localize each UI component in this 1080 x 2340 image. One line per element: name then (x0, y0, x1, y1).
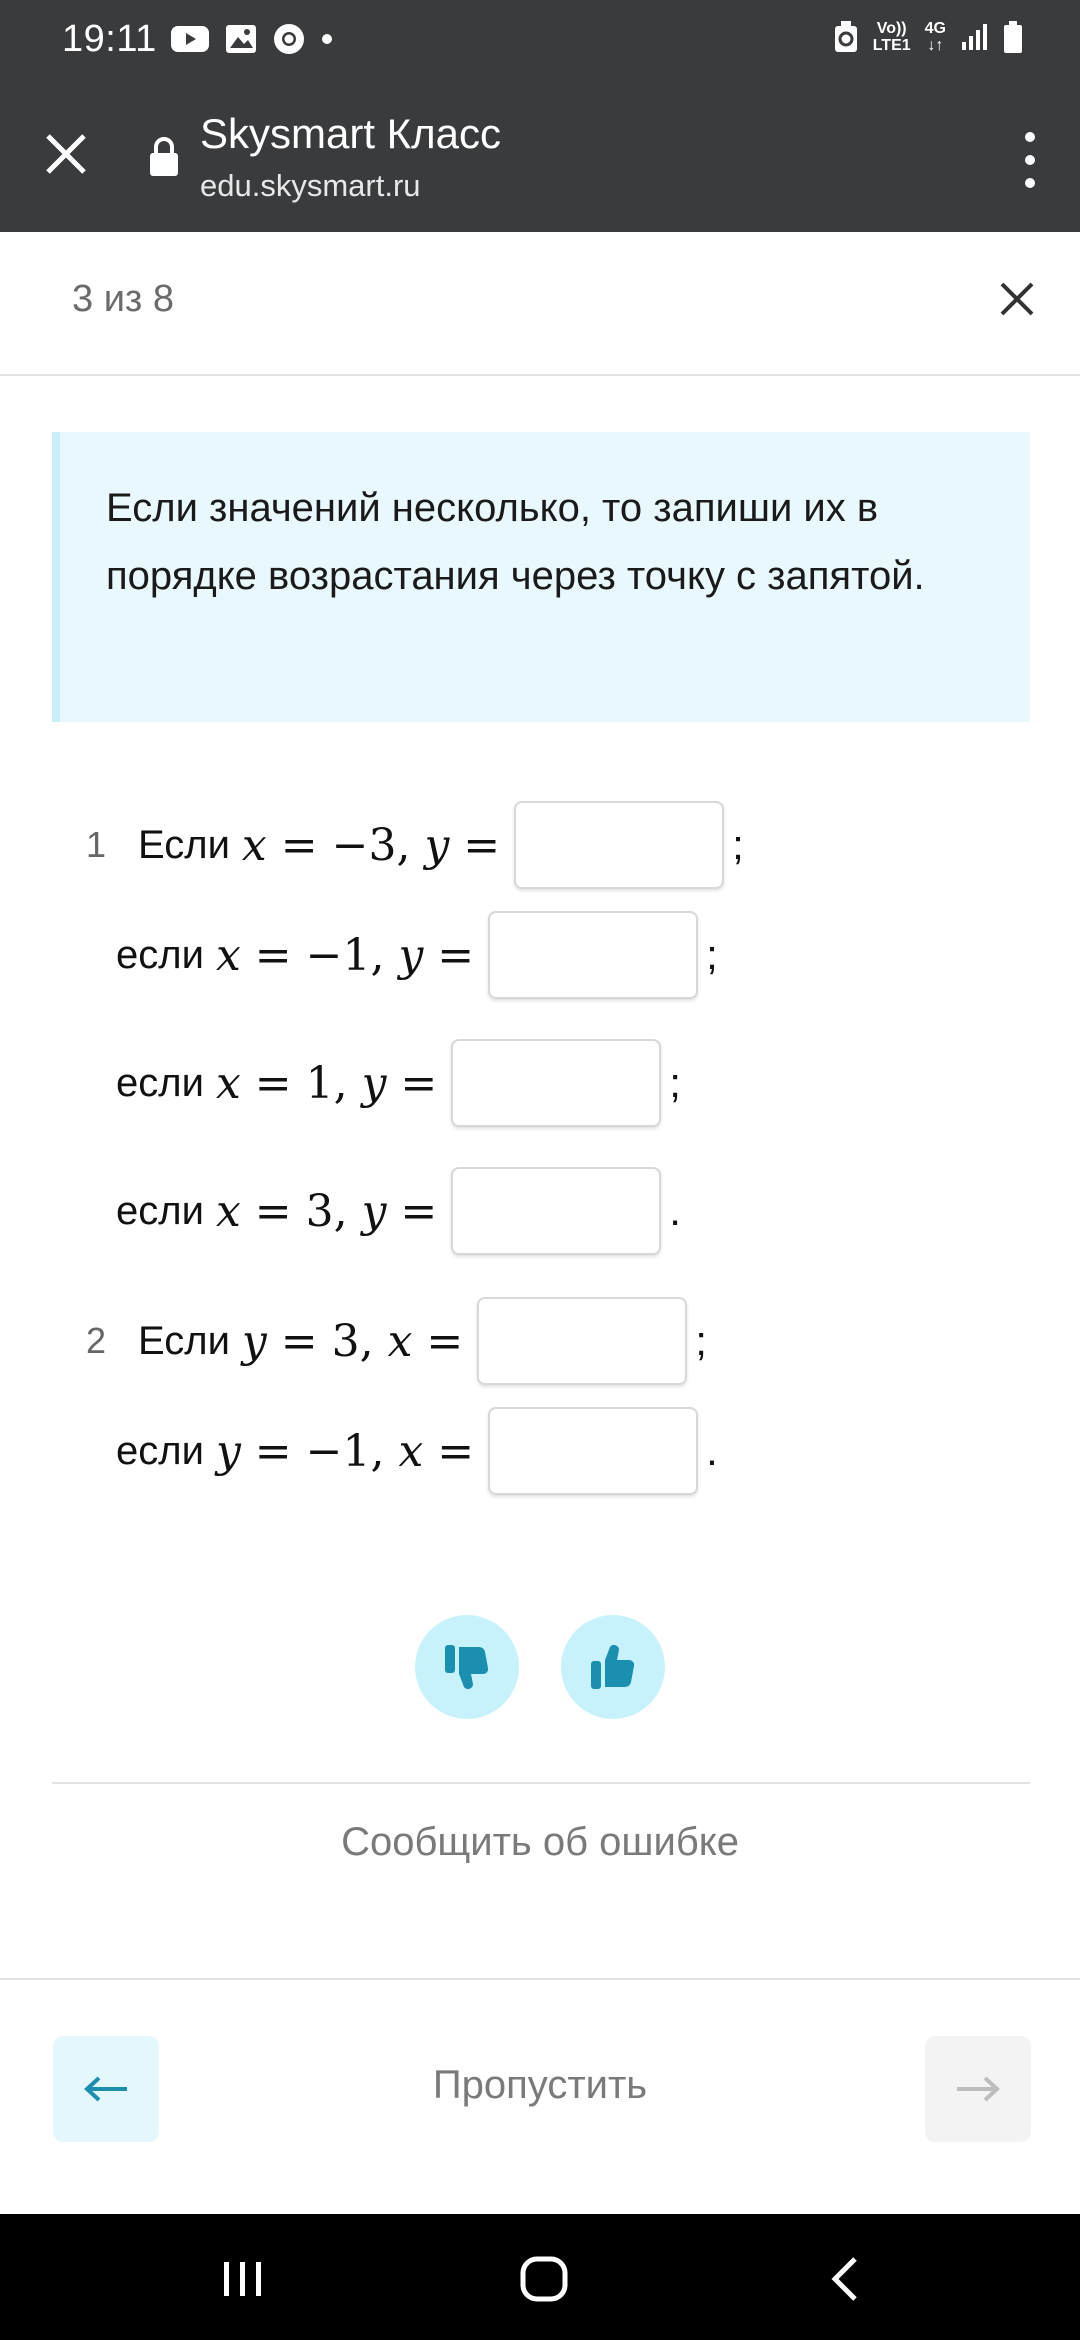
chrome-icon (272, 22, 306, 56)
row-word: Если (138, 1318, 230, 1363)
row-math: x = −3, y = (241, 819, 501, 871)
back-icon[interactable] (825, 2254, 865, 2304)
row-word: если (116, 932, 204, 977)
signal-icon (960, 22, 988, 52)
exercise-number: 2 (86, 1320, 107, 1361)
notification-dot-icon (320, 32, 334, 46)
recent-apps-icon[interactable] (218, 2254, 268, 2304)
row-word: Если (138, 822, 230, 867)
answer-input[interactable] (488, 911, 698, 999)
row-word: если (116, 1188, 204, 1233)
row-punct: . (669, 1187, 681, 1234)
home-icon[interactable] (518, 2254, 570, 2304)
answer-input[interactable] (488, 1407, 698, 1495)
browser-toolbar (0, 84, 1080, 232)
status-right-icons (833, 20, 1024, 54)
network-volte (873, 20, 911, 54)
progress-counter: 3 из 8 (72, 278, 175, 320)
dislike-button[interactable] (415, 1615, 519, 1719)
row-punct: ; (695, 1317, 707, 1364)
row-punct: ; (732, 821, 744, 868)
answer-input[interactable] (451, 1167, 661, 1255)
row-math: x = 3, y = (215, 1185, 438, 1237)
lesson-header (0, 232, 1080, 376)
data-arrows-icon: ↓↑ (927, 37, 944, 54)
more-vert-icon[interactable] (1020, 132, 1040, 188)
row-math: x = 1, y = (215, 1057, 438, 1109)
answer-input[interactable] (514, 801, 724, 889)
network-type-label: 4G (924, 20, 946, 37)
thumbs-down-icon (437, 1637, 497, 1697)
answer-input[interactable] (451, 1039, 661, 1127)
row-math: x = −1, y = (215, 929, 475, 981)
row-math: y = −1, x = (215, 1425, 475, 1477)
lock-icon (148, 136, 180, 178)
row-punct: ; (706, 931, 718, 978)
close-icon[interactable] (40, 128, 92, 180)
exercise-1-row-4 (116, 1166, 681, 1256)
exercise-1-row-1 (86, 800, 744, 890)
divider (52, 1782, 1030, 1784)
exercise-2-row-2 (116, 1406, 718, 1496)
report-error-link[interactable]: Сообщить об ошибке (341, 1820, 739, 1864)
exercise-2-row-1 (86, 1296, 707, 1386)
battery-icon (1002, 20, 1024, 54)
hint-box (52, 432, 1030, 722)
lte-label: LTE1 (872, 37, 911, 54)
hint-text: Если значений несколько, то запиши их в порядке возрастания через точку с запятой. (106, 486, 925, 598)
gallery-icon (224, 23, 258, 55)
next-button[interactable] (925, 2036, 1031, 2142)
exercise-1-row-3 (116, 1038, 681, 1128)
skip-button[interactable]: Пропустить (432, 2063, 648, 2107)
row-word: если (116, 1060, 204, 1105)
android-navigation-bar (0, 2214, 1080, 2340)
recycle-icon (833, 20, 859, 54)
youtube-icon (170, 24, 210, 54)
row-word: если (116, 1428, 204, 1473)
page-url[interactable]: edu.skysmart.ru (200, 168, 421, 203)
exercise-number: 1 (86, 824, 107, 865)
arrow-right-icon (953, 2074, 1003, 2104)
footer-divider (0, 1978, 1080, 1980)
like-button[interactable] (561, 1615, 665, 1719)
volte-label: Vo)) (876, 20, 907, 37)
status-time: 19:11 (62, 18, 157, 60)
row-punct: . (706, 1427, 718, 1474)
row-punct: ; (669, 1059, 681, 1106)
network-type (925, 20, 946, 54)
exercise-1-row-2 (116, 910, 718, 1000)
answer-input[interactable] (477, 1297, 687, 1385)
page-title: Skysmart Класс (200, 110, 502, 157)
thumbs-up-icon (583, 1637, 643, 1697)
row-math: y = 3, x = (241, 1315, 464, 1367)
status-bar (0, 0, 1080, 84)
status-left-icons (170, 22, 334, 56)
close-lesson-icon[interactable] (996, 278, 1038, 320)
